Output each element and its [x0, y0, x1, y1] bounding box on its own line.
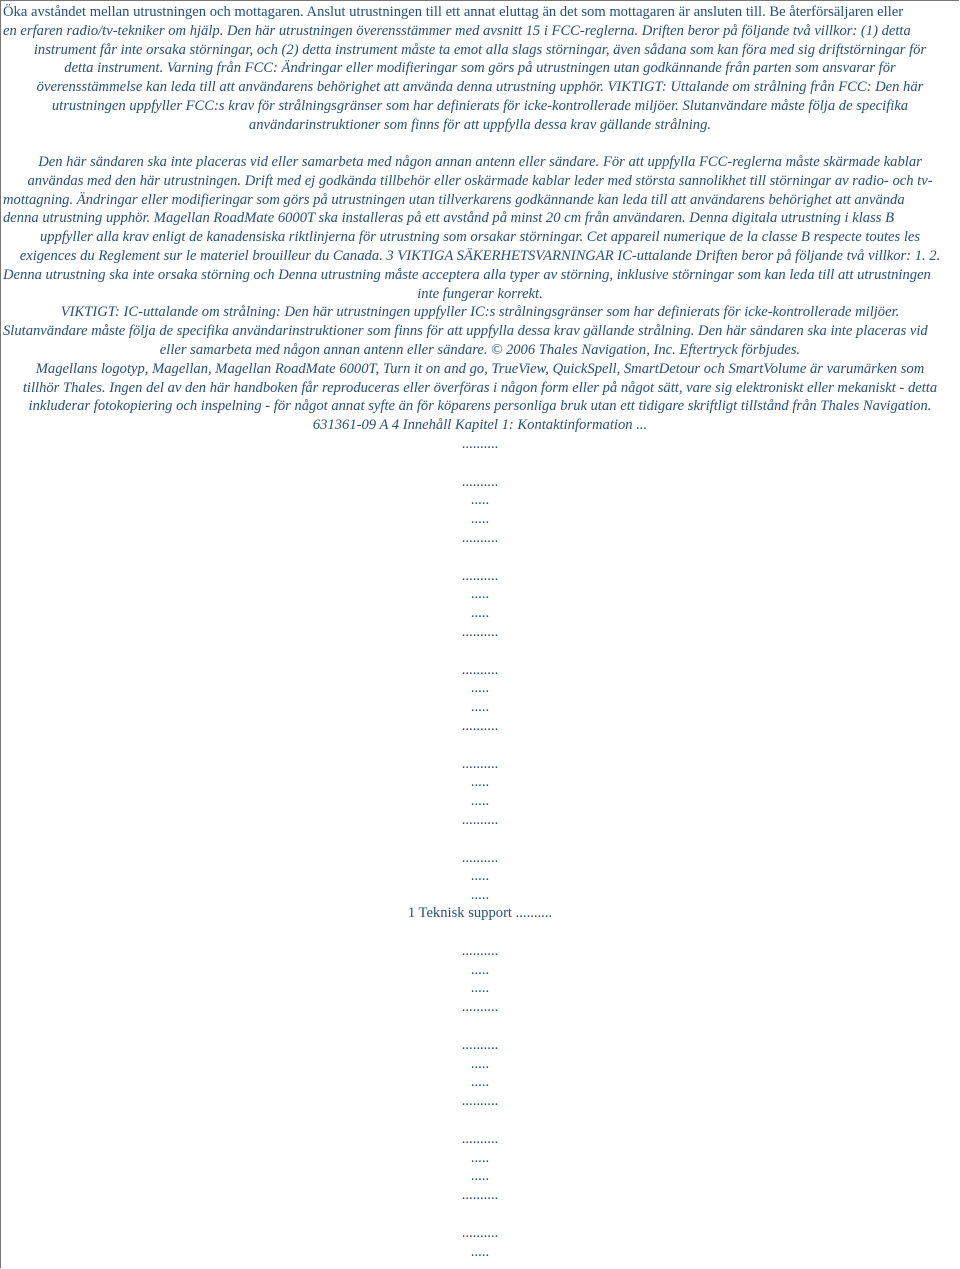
toc-leader-dots: .....	[470, 1074, 490, 1091]
text-line: inte fungerar korrekt.	[417, 285, 543, 302]
toc-leader-dots: .....	[470, 605, 490, 622]
toc-leader-dots: .....	[470, 680, 490, 697]
text-line: Denna utrustning ska inte orsaka störning och Denna utrustning måste acceptera alla typer av störning, inklusive störningar som kan leda till att utrustningen	[3, 266, 931, 283]
toc-leader-dots: ..........	[461, 436, 499, 452]
text-line: eller samarbeta med någon annan antenn eller sändare. © 2006 Thales Navigation, Inc. Eftertryck förbjudes.	[159, 341, 801, 358]
toc-leader-dots	[1, 548, 959, 567]
text-line: överensstämmelse kan leda till att användarens behörighet att använda denna utrustning upphör. VIKTIGT: Uttalande om strålning från FCC: Den här	[36, 79, 924, 96]
toc-leader-dots: .....	[470, 1168, 490, 1185]
toc-entry-teknisk-support[interactable]	[1, 904, 959, 923]
text-line: användas med den här utrustningen. Drift med ej godkända tillbehör eller oskärmade kablar leder med största sannolikhet till störningar av radio- och tv-	[27, 172, 933, 189]
text-line: Öka avståndet mellan utrustningen och mottagaren. Anslut utrustningen till ett annat eluttag än det som mottagaren är ansluten till. Be återförsäljaren eller	[3, 4, 904, 20]
paragraph-compliance-text	[3, 153, 957, 435]
text-line: användarinstruktioner som finns för att uppfylla dessa krav gällande strålning.	[248, 116, 712, 133]
toc-entry-label[interactable]: 1 Teknisk support ..........	[407, 905, 553, 921]
toc-leader-dots	[1, 736, 959, 755]
toc-leader-dots: ..........	[461, 567, 499, 584]
text-line: detta instrument. Varning från FCC: Ändringar eller modifieringar som görs på utrustningen utan godkännande från parten som ansvarar för	[64, 60, 896, 77]
toc-leader-dots: .....	[470, 774, 490, 791]
toc-leader-dots: ..........	[461, 1224, 499, 1241]
toc-leader-dots: .....	[470, 868, 490, 885]
toc-leader-dots: .....	[470, 511, 490, 528]
toc-leader-dots: ..........	[461, 755, 499, 772]
text-line: uppfyller alla krav enligt de kanadensiska riktlinjerna för utrustning som orsakar störningar. Cet appareil numerique de la classe B respecte toutes les	[39, 229, 921, 246]
text-line: Slutanvändare måste följa de specifika användarinstruktioner som finns för att uppfylla dessa krav gällande strålning. Den här sändaren ska inte placeras vid	[3, 323, 928, 340]
toc-leader-dots	[1, 830, 959, 849]
toc-leader-dots: .....	[470, 699, 490, 716]
toc-leader-dots	[1, 454, 959, 473]
toc-leader-dots: ..........	[461, 811, 499, 828]
text-line: Den här sändaren ska inte placeras vid eller samarbeta med någon annan antenn eller sändare. För att uppfylla FCC-reglerna måste skärmade kablar	[38, 154, 922, 170]
toc-leader-dots: ..........	[461, 1187, 499, 1204]
text-line: 631361-09 A 4 Innehåll Kapitel 1: Kontaktinformation ...	[312, 417, 648, 434]
text-line: mottagning. Ändringar eller modifieringar som görs på utrustningen utan tillverkarens godkännande kan leda till att användarens behörighet att använda	[3, 191, 905, 208]
toc-leader-dots	[1, 642, 959, 661]
toc-leader-dots: .....	[470, 793, 490, 810]
toc-leader-dots: ..........	[461, 623, 499, 640]
toc-leader-dots: .....	[470, 961, 490, 978]
toc-leader-dots	[1, 1017, 959, 1036]
toc-leader-dots: .....	[470, 1243, 490, 1260]
toc-leader-dots: ..........	[461, 473, 499, 490]
toc-leader-dots: ..........	[461, 529, 499, 546]
toc-leader-dots	[1, 1205, 959, 1224]
toc-leader-dots: ..........	[461, 999, 499, 1016]
toc-leader-dots: ..........	[461, 1130, 499, 1147]
toc-leader-dots: .....	[470, 1149, 490, 1166]
text-line: en erfaren radio/tv-tekniker om hjälp. Den här utrustningen överensstämmer med avsnitt 15 i FCC-reglerna. Driften beror på följande två villkor: (1) detta	[3, 22, 911, 39]
text-line: utrustningen uppfyller FCC:s krav för strålningsgränser som har definierats för icke-kontrollerade miljöer. Slutanvändare måste följa de specifika	[51, 97, 909, 114]
text-line: inkluderar fotokopiering och inspelning - för något annat syfte än för köparens personliga bruk utan ett tidigare skriftligt tillstånd från Thales Navigation.	[28, 398, 932, 415]
toc-leader-dots: .....	[470, 492, 490, 509]
toc-leader-dots: .....	[470, 586, 490, 603]
paragraph-fcc-notice	[3, 3, 957, 135]
text-line: instrument får inte orsaka störningar, och (2) detta instrument måste ta emot alla slags störningar, även sådana som kan föra med sig driftstörningar för	[33, 41, 927, 58]
text-line: tillhör Thales. Ingen del av den här handboken får reproduceras eller överföras i någon form eller på något sätt, vare sig elektroniskt eller mekaniskt - detta	[22, 379, 938, 396]
toc-leader-dots: ..........	[461, 849, 499, 866]
toc-dots-block-2	[1, 923, 959, 1261]
toc-leader-dots: ..........	[461, 1036, 499, 1053]
toc-leader-dots: ..........	[461, 717, 499, 734]
toc-leader-dots: .....	[470, 1055, 490, 1072]
toc-leader-dots: .....	[470, 980, 490, 997]
toc-leader-dots: .....	[470, 887, 490, 904]
toc-dots-block-1	[1, 435, 959, 905]
text-line: VIKTIGT: IC-uttalande om strålning: Den här utrustningen uppfyller IC:s strålningsgränser som har definierats för icke-kontrollerade miljöer.	[60, 304, 900, 321]
toc-leader-dots	[1, 923, 959, 942]
toc-leader-dots	[1, 1111, 959, 1130]
toc-leader-dots: ..........	[461, 1093, 499, 1110]
text-line: denna utrustning upphör. Magellan RoadMate 6000T ska installeras på ett avstånd på minst 20 cm från användaren. Denna digitala utrustning i klass B	[3, 210, 895, 227]
toc-leader-dots: ..........	[461, 661, 499, 678]
text-line: exigences du Reglement sur le materiel brouilleur du Canada. 3 VIKTIGA SÄKERHETSVARNINGAR IC-uttalande Driften beror på följande två villkor: 1. 2.	[19, 247, 941, 264]
toc-leader-dots: ..........	[461, 942, 499, 959]
text-line: Magellans logotyp, Magellan, Magellan RoadMate 6000T, Turn it on and go, TrueView, QuickSpell, SmartDetour och SmartVolume är varumärken som	[35, 360, 925, 377]
